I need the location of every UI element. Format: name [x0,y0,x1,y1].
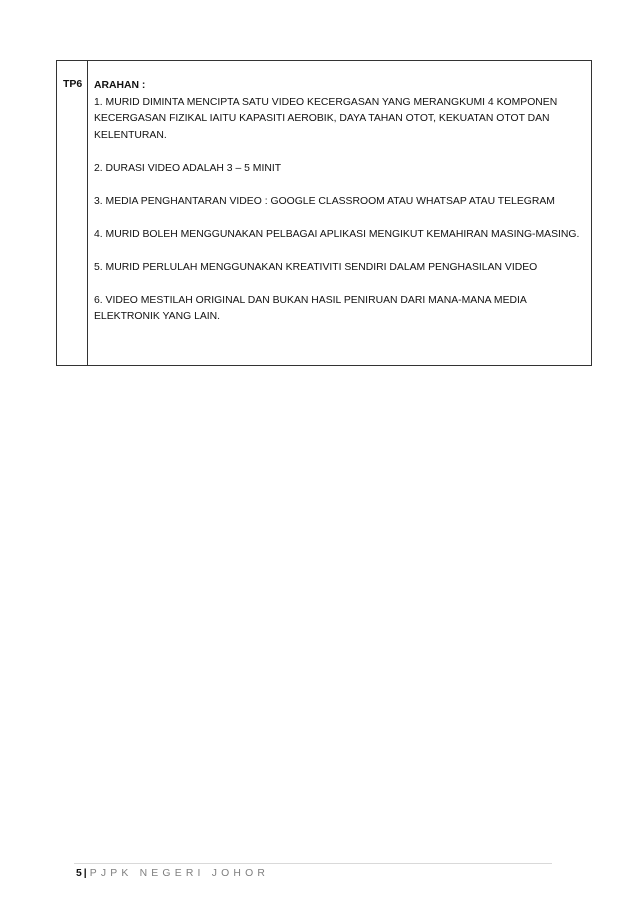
task-code: TP6 [57,61,88,365]
instruction-item: 3. MEDIA PENGHANTARAN VIDEO : GOOGLE CLASSROOM ATAU WHATSAP ATAU TELEGRAM [94,195,555,207]
instructions-cell [88,61,591,365]
instruction-item: 5. MURID PERLULAH MENGGUNAKAN KREATIVITI SENDIRI DALAM PENGHASILAN VIDEO [94,261,538,273]
instruction-item: 4. MURID BOLEH MENGGUNAKAN PELBAGAI APLIKASI MENGIKUT KEMAHIRAN MASING-MASING. [94,228,580,240]
footer-divider [74,863,552,864]
footer-org-name: PJPK NEGERI JOHOR [89,868,270,879]
instruction-item: 1. MURID DIMINTA MENCIPTA SATU VIDEO KECERGASAN YANG MERANGKUMI 4 KOMPONEN KECERGASAN FIZIKAL IAITU KAPASITI AEROBIK, DAYA TAHAN OTOT, KEKUATAN OTOT DAN KELENTURAN. [94,96,558,141]
instruction-item: 2. DURASI VIDEO ADALAH 3 – 5 MINIT [94,162,282,174]
page-footer [76,868,269,879]
task-table [56,60,592,366]
instruction-item: 6. VIDEO MESTILAH ORIGINAL DAN BUKAN HASIL PENIRUAN DARI MANA-MANA MEDIA ELEKTRONIK YANG LAIN. [94,294,527,322]
footer-separator: | [83,868,87,879]
instructions-heading: ARAHAN : [94,80,146,91]
page-number: 5 [76,868,82,879]
